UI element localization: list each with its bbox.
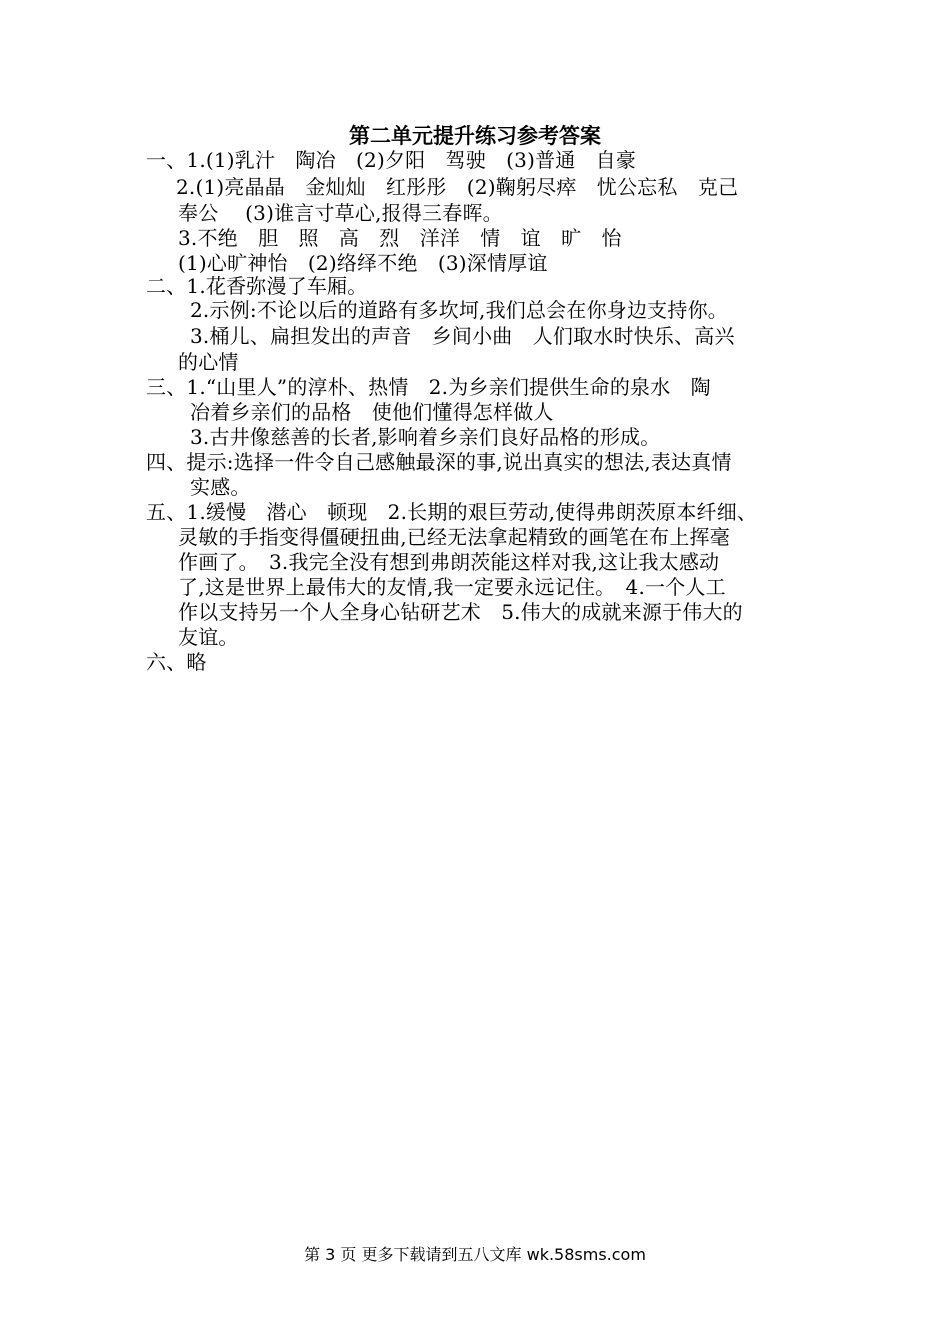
answer-line: 3.古井像慈善的长者,影响着乡亲们良好品格的形成。 (190, 425, 661, 449)
answer-line: 五、1.缓慢 潜心 顿现 2.长期的艰巨劳动,使得弗朗茨原本纤细、 (146, 500, 758, 524)
answer-line: 灵敏的手指变得僵硬扭曲,已经无法拿起精致的画笔在布上挥毫 (178, 525, 730, 549)
answer-line: 作画了。 3.我完全没有想到弗朗茨能这样对我,这让我太感动 (178, 550, 720, 574)
answer-line: 奉公 (3)谁言寸草心,报得三春晖。 (178, 201, 503, 225)
answer-line: 2.示例:不论以后的道路有多坎坷,我们总会在你身边支持你。 (190, 298, 728, 322)
answer-line: (1)心旷神怡 (2)络绎不绝 (3)深情厚谊 (178, 251, 548, 275)
answer-line: 了,这是世界上最伟大的友情,我一定要永远记住。 4.一个人工 (178, 575, 726, 599)
page-footer: 第 3 页 更多下载请到五八文库 wk.58sms.com (304, 1245, 646, 1264)
answer-line: 三、1.“山里人”的淳朴、热情 2.为乡亲们提供生命的泉水 陶 (146, 375, 711, 399)
answer-line: 一、1.(1)乳汁 陶冶 (2)夕阳 驾驶 (3)普通 自豪 (146, 148, 637, 172)
answer-line: 作以支持另一个人全身心钻研艺术 5.伟大的成就来源于伟大的 (178, 600, 743, 624)
answer-line: 二、1.花香弥漫了车厢。 (146, 274, 368, 298)
answer-line: 实感。 (190, 475, 251, 499)
document-title: 第二单元提升练习参考答案 (349, 124, 601, 148)
answer-line: 的心情 (178, 350, 239, 374)
answer-line: 友谊。 (178, 625, 239, 649)
answer-line: 六、略 (146, 650, 207, 674)
answer-line: 3.桶儿、扁担发出的声音 乡间小曲 人们取水时快乐、高兴 (190, 324, 735, 348)
answer-line: 2.(1)亮晶晶 金灿灿 红彤彤 (2)鞠躬尽瘁 忧公忘私 克己 (176, 175, 739, 199)
answer-line: 冶着乡亲们的品格 使他们懂得怎样做人 (190, 400, 554, 424)
answer-line: 3.不绝 胆 照 高 烈 洋洋 情 谊 旷 怡 (178, 226, 622, 250)
answer-line: 四、提示:选择一件令自己感触最深的事,说出真实的想法,表达真情 (146, 450, 732, 474)
